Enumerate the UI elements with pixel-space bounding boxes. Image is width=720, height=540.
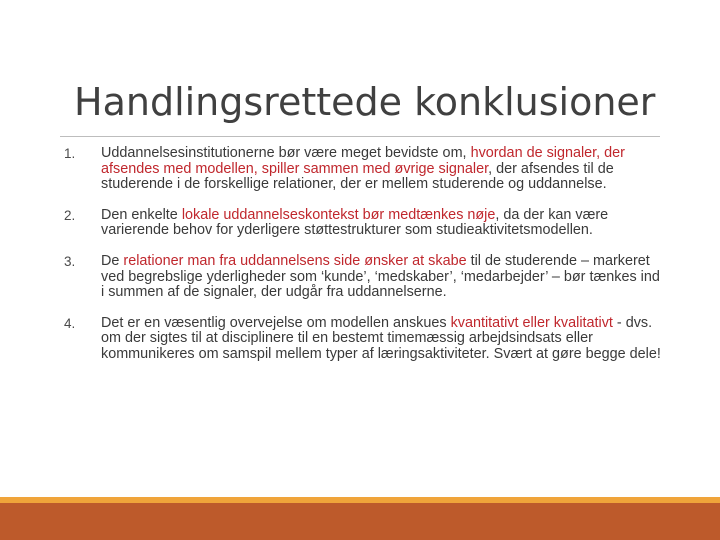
item-text-segment: , der afsendes til de studerende i de forskellige relationer, der er mellem studerende og uddannelse. <box>101 160 614 193</box>
item-text-highlight: lokale uddannelseskontekst bør medtænkes nøje <box>181 206 496 223</box>
item-text-segment: - dvs. om der sigtes til at disciplinere til en bestemt timemæssig arbejdsindsats eller kommunikeres om samspil mellem typer af læringsaktiviteter. Svært at gøre begge dele! <box>101 314 661 362</box>
item-text <box>101 207 608 239</box>
item-text-highlight: hvordan de signaler, der afsendes med modellen, spiller sammen med øvrige signaler <box>101 145 625 177</box>
item-text-segment: Det er en væsentlig overvejelse om modellen anskues <box>101 314 451 331</box>
list-item <box>64 208 664 239</box>
item-text-segment: Den enkelte <box>101 206 182 223</box>
footer-bar <box>0 503 720 540</box>
item-text-segment: De <box>101 252 124 269</box>
list-item <box>64 146 664 193</box>
item-text-segment: , da der kan være varierende behov for yderligere støttestrukturer som studieaktivitetsmodellen. <box>101 206 609 239</box>
slide-title: Handlingsrettede konklusioner <box>74 80 656 124</box>
item-text <box>101 145 625 192</box>
item-text-highlight: kvantitativt eller kvalitativt <box>450 314 613 331</box>
item-text-segment: til de studerende – markeret ved begrebslige yderligheder som ‘kunde’, ‘medskaber’, ‘medarbejder’ – bør tænkes ind i summen af de signaler, der udgår fra uddannelserne. <box>101 252 660 301</box>
item-number: 3. <box>64 253 76 269</box>
item-text-segment: Uddannelsesinstitutionerne bør være meget bevidste om, <box>101 145 471 161</box>
item-text-highlight: relationer man fra uddannelsens side ønsker at skabe <box>123 252 467 269</box>
item-number: 1. <box>64 146 76 161</box>
item-number: 4. <box>64 315 76 331</box>
item-text <box>101 253 660 300</box>
title-divider <box>60 136 660 137</box>
conclusion-list <box>64 146 664 363</box>
list-item <box>64 254 664 301</box>
list-item <box>64 316 664 363</box>
item-number: 2. <box>64 207 76 223</box>
item-text <box>101 315 661 362</box>
